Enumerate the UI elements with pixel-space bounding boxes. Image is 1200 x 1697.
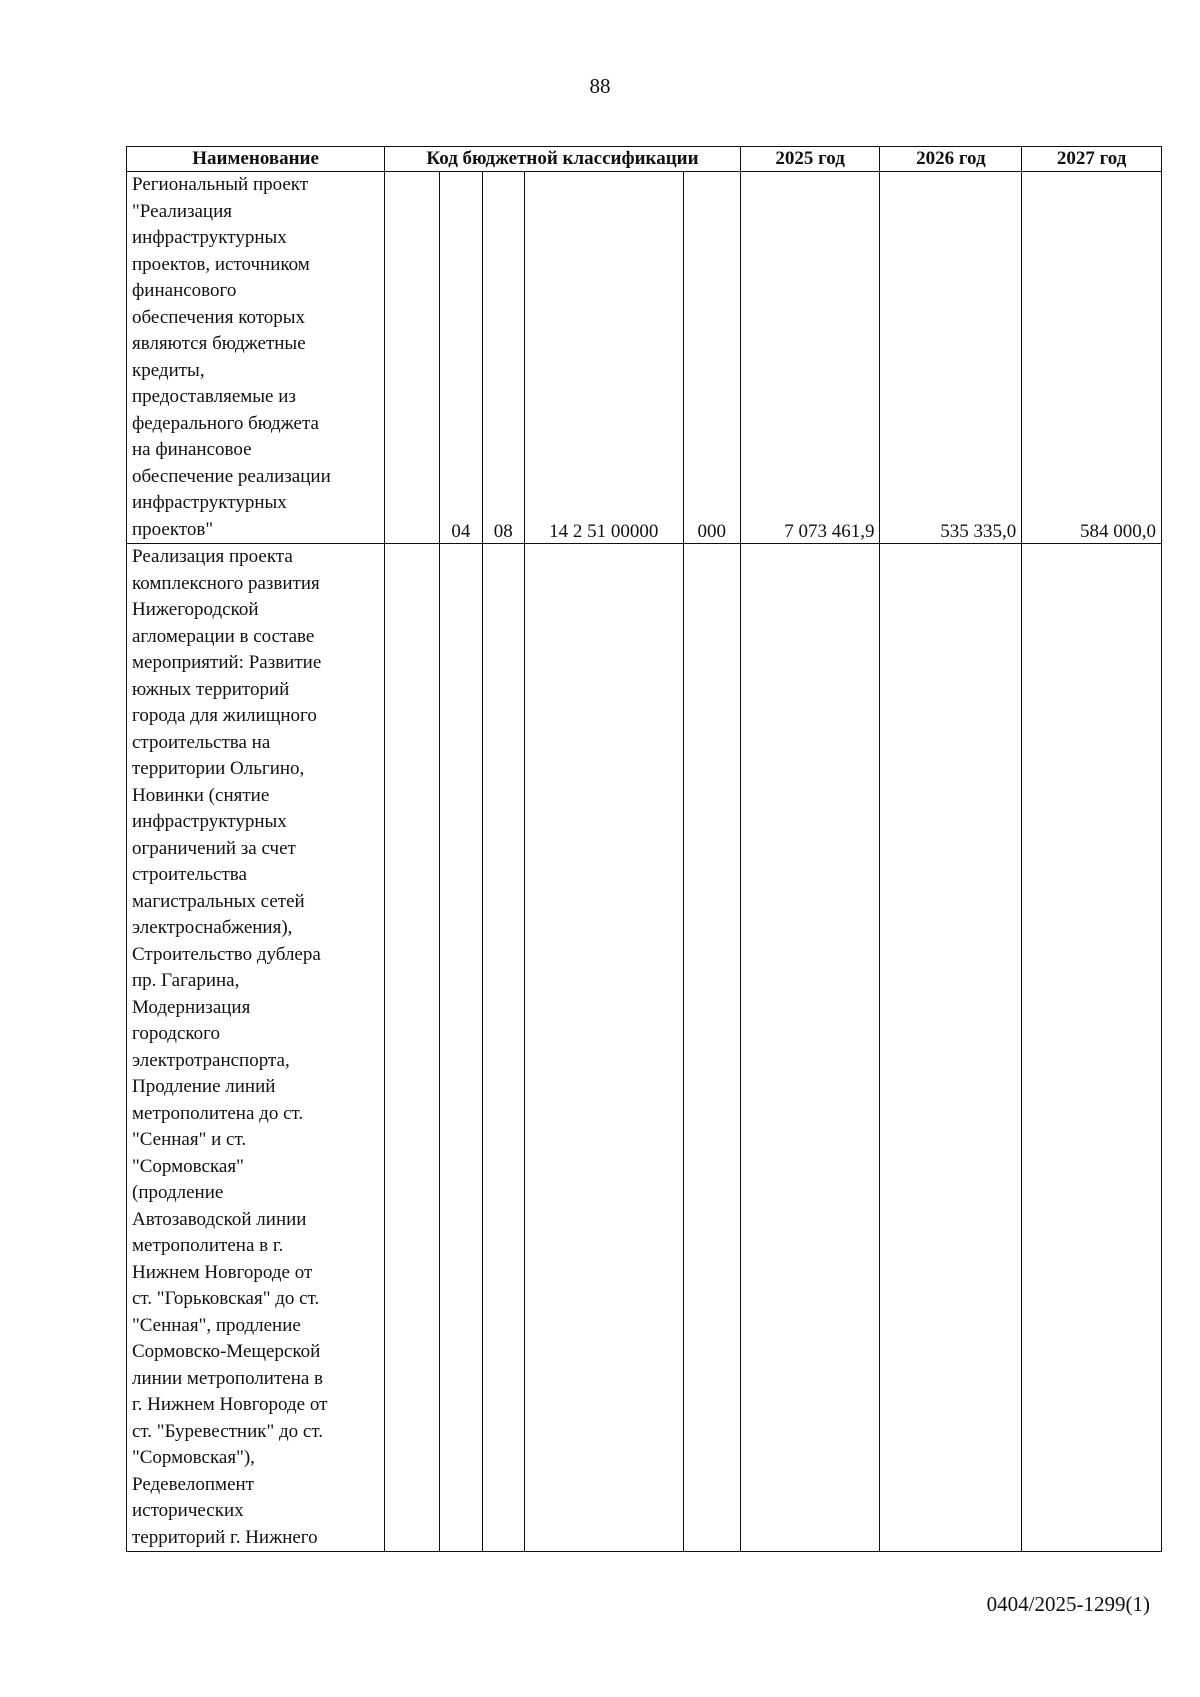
row-code-target-article xyxy=(524,544,683,1552)
header-2026: 2026 год xyxy=(880,147,1022,172)
row-code-1 xyxy=(385,544,440,1552)
header-2025: 2025 год xyxy=(740,147,880,172)
row-code-expense-type: 000 xyxy=(683,172,740,544)
row-value-2026 xyxy=(880,544,1022,1552)
row-value-2027: 584 000,0 xyxy=(1022,172,1162,544)
header-code: Код бюджетной классификации xyxy=(385,147,741,172)
row-code-section xyxy=(440,544,482,1552)
row-value-2026: 535 335,0 xyxy=(880,172,1022,544)
table-header-row xyxy=(127,147,1162,172)
row-code-subsection xyxy=(482,544,524,1552)
header-name: Наименование xyxy=(127,147,385,172)
row-code-expense-type xyxy=(683,544,740,1552)
row-name: Региональный проект "Реализация инфраструктурных проектов, источником финансового обеспечения которых являются бюджетные кредиты, предоставляемые из федерального бюджета на финансовое обеспечение реализации инфраструктурных проектов" xyxy=(127,172,385,544)
budget-table xyxy=(126,146,1162,1552)
row-value-2025: 7 073 461,9 xyxy=(740,172,880,544)
page-number: 88 xyxy=(589,74,611,98)
table-row xyxy=(127,544,1162,1552)
row-value-2027 xyxy=(1022,544,1162,1552)
row-code-subsection: 08 xyxy=(482,172,524,544)
row-code-section: 04 xyxy=(440,172,482,544)
header-2027: 2027 год xyxy=(1022,147,1162,172)
row-code-target-article: 14 2 51 00000 xyxy=(524,172,683,544)
document-registration-number: 0404/2025-1299(1) xyxy=(986,1592,1150,1616)
table-row xyxy=(127,172,1162,544)
row-name: Реализация проекта комплексного развития Нижегородской агломерации в составе мероприятий: Развитие южных территорий города для жилищного строительства на территории Ольгино, Новинки (снятие инфраструктурных ограничений за счет строительства магистральных сетей электроснабжения), Строительство дублера пр. Гагарина, Модернизация городского электротранспорта, Продление линий метрополитена до ст. "Сенная" и ст. "Сормовская" (продление Автозаводской линии метрополитена в г. Нижнем Новгороде от ст. "Горьковская" до ст. "Сенная", продление Сормовско-Мещерской линии метрополитена в г. Нижнем Новгороде от ст. "Буревестник" до ст. "Сормовская"), Редевелопмент исторических территорий г. Нижнего xyxy=(127,544,385,1552)
row-code-1 xyxy=(385,172,440,544)
row-value-2025 xyxy=(740,544,880,1552)
